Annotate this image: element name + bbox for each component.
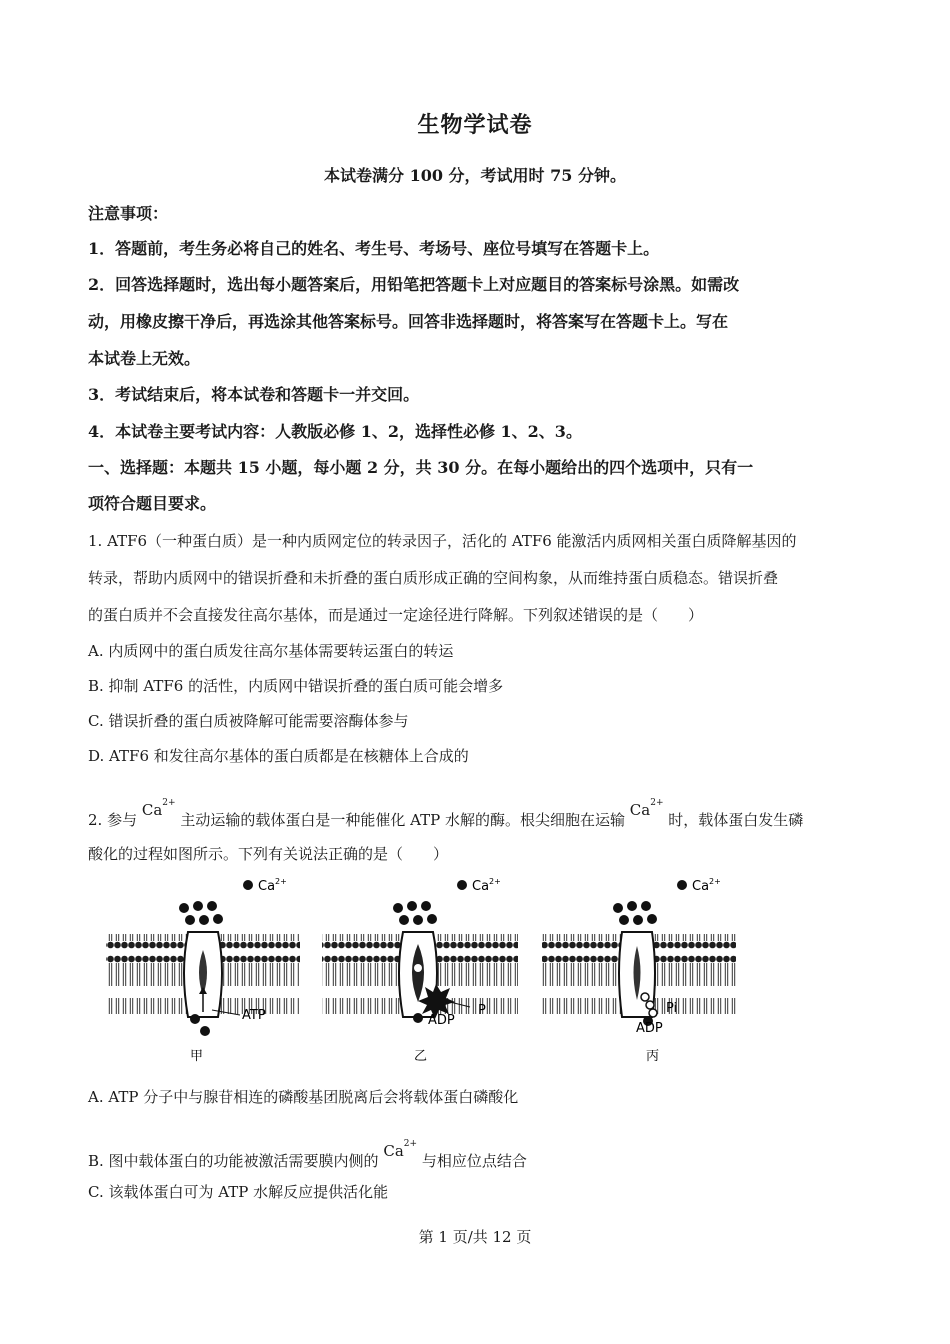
bound-ion [414, 964, 422, 972]
section-heading-line-1: 一、选择题：本题共 15 小题，每小题 2 分，共 30 分。在每小题给出的四个选项中，只有一 [88, 458, 754, 477]
phosphate-group [649, 1009, 657, 1017]
q2-ca-charge: 2+ [162, 798, 176, 808]
phosphate-label: P [478, 1003, 486, 1018]
q1-option-c: C. 错误折叠的蛋白质被降解可能需要溶酶体参与 [88, 712, 409, 730]
q2-option-b-part-1: B. 图中载体蛋白的功能被激活需要膜内侧的 [88, 1152, 379, 1170]
q1-stem-line-3: 的蛋白质并不会直接发往高尔基体，而是通过一定途径进行降解。下列叙述错误的是（ ） [88, 606, 704, 624]
q2-ca-symbol: Ca [383, 1142, 404, 1160]
carrier-protein-figure [100, 872, 740, 1072]
panel-bing [542, 877, 736, 1064]
q1-option-d: D. ATF6 和发往高尔基体的蛋白质都是在核糖体上合成的 [88, 747, 469, 765]
q2-calcium-ion-1 [141, 798, 176, 819]
calcium-ions-outside [393, 901, 437, 925]
calcium-ions-outside [179, 901, 223, 925]
section-heading-line-2: 项符合题目要求。 [88, 494, 217, 513]
calcium-legend-dot [243, 880, 253, 890]
pi-label: Pi [666, 1001, 678, 1016]
q1-option-a: A. 内质网中的蛋白质发往高尔基体需要转运蛋白的转运 [88, 642, 454, 660]
calcium-legend-dot [457, 880, 467, 890]
notice-item-3: 3．考试结束后，将本试卷和答题卡一并交回。 [88, 385, 420, 404]
q2-stem-part-2: 主动运输的载体蛋白是一种能催化 ATP 水解的酶。根尖细胞在运输 [180, 811, 626, 829]
adp-label: ADP [636, 1021, 663, 1036]
q2-ca-symbol: Ca [629, 801, 651, 819]
notice-item-2-line-3: 本试卷上无效。 [88, 349, 201, 368]
panel-label-jia: 甲 [190, 1049, 204, 1064]
q1-stem-line-1: 1. ATF6（一种蛋白质）是一种内质网定位的转录因子，活化的 ATF6 能激活内质网相关蛋白质降解基因的 [88, 532, 797, 550]
q2-stem-part-1: 2. 参与 [88, 811, 138, 829]
q1-stem-line-2: 转录，帮助内质网中的错误折叠和未折叠的蛋白质形成正确的空间构象，从而维持蛋白质稳态。错误折叠 [88, 569, 779, 587]
q2-calcium-ion-3 [383, 1139, 418, 1160]
calcium-legend-dot [677, 880, 687, 890]
q2-stem-line-1 [88, 793, 868, 830]
notice-heading: 注意事项： [88, 204, 169, 223]
page-footer: 第 1 页/共 12 页 [418, 1228, 532, 1246]
calcium-legend-label: $Ca^{2+}$ [472, 877, 501, 894]
notice-item-1: 1．答题前，考生务必将自己的姓名、考生号、考场号、座位号填写在答题卡上。 [88, 239, 660, 258]
calcium-legend-label: $Ca^{2+}$ [692, 877, 721, 894]
page-title: 生物学试卷 [417, 112, 533, 138]
panel-label-yi: 乙 [414, 1049, 428, 1064]
q1-option-b: B. 抑制 ATF6 的活性，内质网中错误折叠的蛋白质可能会增多 [88, 677, 504, 695]
q2-ca-charge: 2+ [650, 798, 664, 808]
notice-item-2-line-1: 2．回答选择题时，选出每小题答案后，用铅笔把答题卡上对应题目的答案标号涂黑。如需改 [88, 275, 740, 294]
notice-item-2-line-2: 动，用橡皮擦干净后，再选涂其他答案标号。回答非选择题时，将答案写在答题卡上。写在 [88, 312, 729, 331]
q2-calcium-ion-2 [629, 798, 664, 819]
q2-ca-charge: 2+ [403, 1139, 418, 1149]
q2-option-c: C. 该载体蛋白可为 ATP 水解反应提供活化能 [88, 1183, 389, 1201]
q2-stem-part-3: 时，载体蛋白发生磷 [668, 811, 804, 829]
q2-option-a: A. ATP 分子中与腺苷相连的磷酸基团脱离后会将载体蛋白磷酸化 [88, 1088, 519, 1106]
panel-label-bing: 丙 [646, 1049, 660, 1064]
q2-option-b-part-2: 与相应位点结合 [421, 1152, 527, 1170]
panel-yi [322, 877, 518, 1064]
q2-stem-line-2: 酸化的过程如图所示。下列有关说法正确的是（ ） [88, 845, 449, 863]
q2-option-b [88, 1134, 868, 1171]
calcium-legend-label: $Ca^{2+}$ [258, 877, 287, 894]
exam-info: 本试卷满分 100 分，考试用时 75 分钟。 [324, 166, 626, 185]
calcium-ions-outside [613, 901, 657, 925]
notice-item-4: 4．本试卷主要考试内容：人教版必修 1、2，选择性必修 1、2、3。 [88, 422, 582, 441]
adp-label: ADP [428, 1013, 455, 1028]
q2-ca-symbol: Ca [141, 801, 163, 819]
panel-jia [106, 877, 300, 1064]
atp-label: ATP [242, 1008, 266, 1023]
